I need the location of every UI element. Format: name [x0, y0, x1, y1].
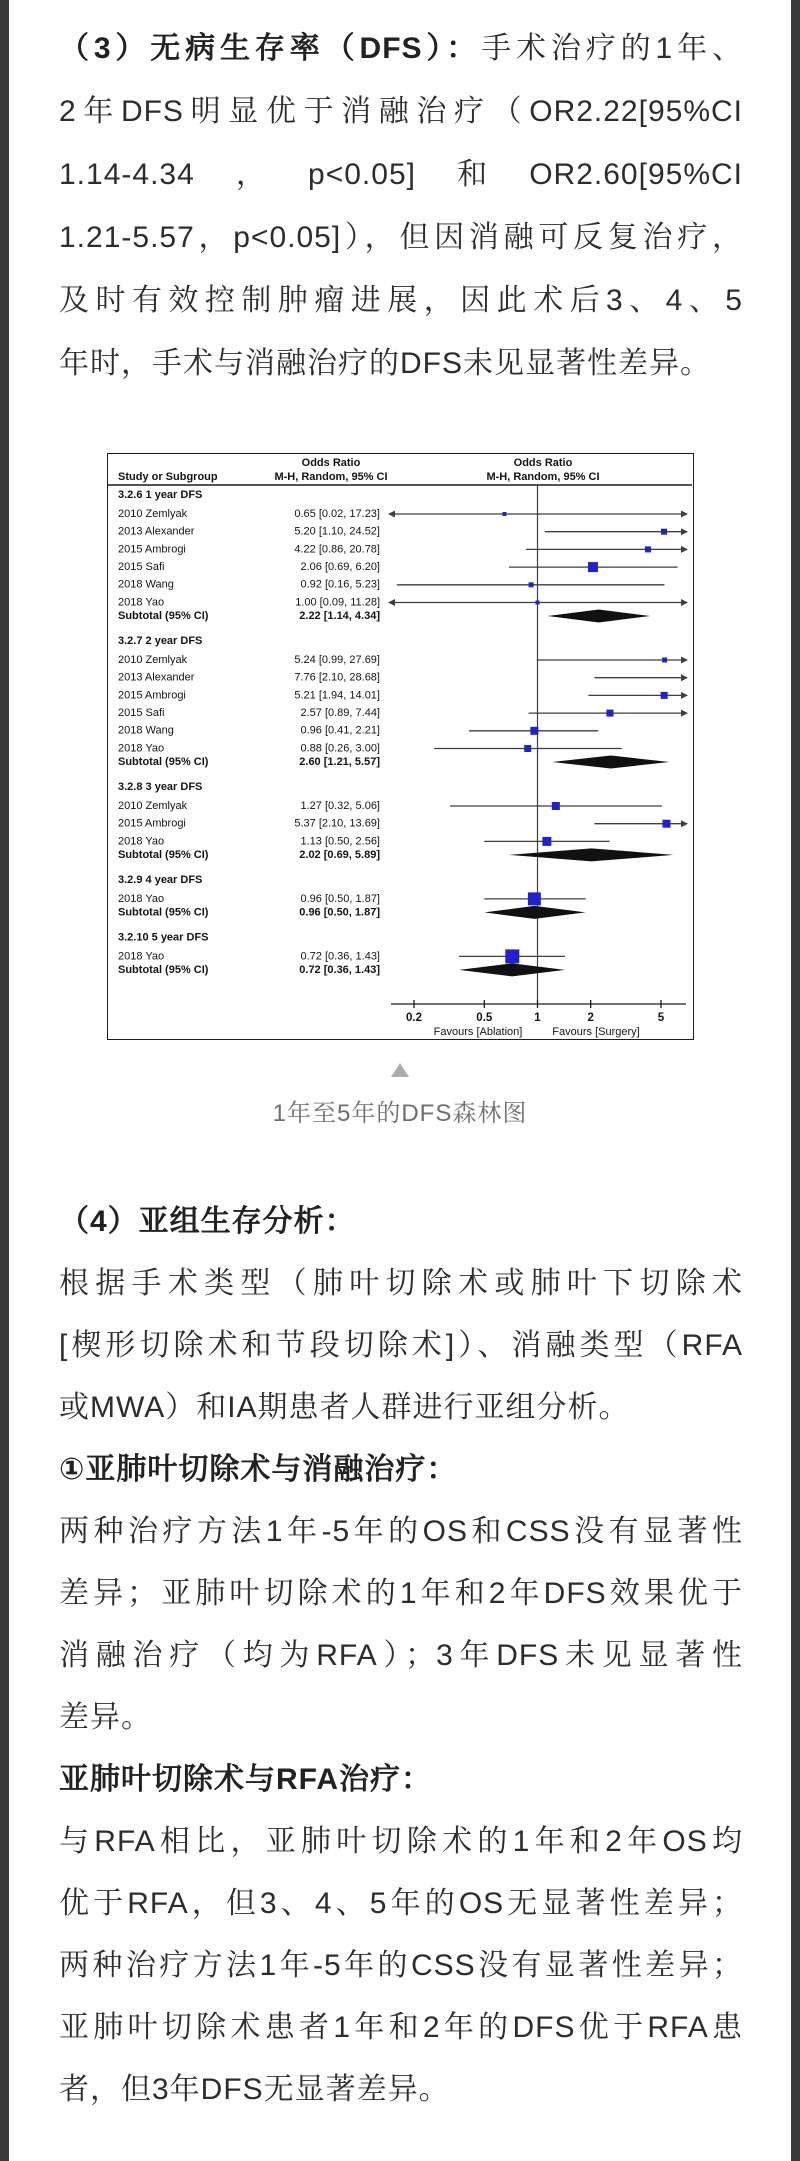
forest-plot-figure	[107, 453, 694, 1040]
arrow-left	[388, 599, 395, 606]
body-text: [楔形切除术和节段切除术]）、消融类型（RFA	[59, 1329, 743, 1362]
study-label: 2018 Yao	[118, 596, 165, 609]
study-label: 2018 Yao	[118, 742, 165, 755]
page-right-border	[791, 0, 800, 2161]
study-label: 2015 Ambrogi	[118, 543, 186, 556]
subtotal-estimate: 2.02 [0.69, 5.89]	[299, 848, 380, 861]
arrow-right	[681, 692, 688, 699]
body-text: 差异；亚肺叶切除术的1年和2年DFS效果优于	[59, 1577, 743, 1610]
study-estimate: 7.76 [2.10, 28.68]	[294, 671, 380, 684]
text-line	[59, 1687, 743, 1749]
study-label: 2010 Zemlyak	[118, 799, 188, 812]
body-text: 年时，手术与消融治疗的DFS未见显著性差异。	[59, 347, 711, 380]
text-line	[59, 1253, 743, 1315]
study-marker	[528, 892, 541, 905]
paragraph-dfs	[59, 17, 743, 395]
subtotal-diamond	[509, 848, 674, 861]
arrow-right	[681, 657, 688, 664]
text-line	[59, 80, 743, 143]
axis-tick-label: 1	[534, 1012, 541, 1025]
col-header-stat-right: M-H, Random, 95% CI	[486, 470, 600, 483]
page-left-border	[0, 0, 9, 2161]
arrow-right	[681, 599, 688, 606]
body-text: 手术治疗的1年、	[481, 32, 743, 65]
study-estimate: 5.20 [1.10, 24.52]	[294, 525, 380, 538]
bold-text: （3）无病生存率（DFS）：	[59, 32, 482, 65]
subtotal-label: Subtotal (95% CI)	[118, 848, 209, 861]
text-line	[59, 1811, 743, 1873]
paragraph-subgroup	[59, 1191, 743, 2121]
text-line	[59, 1873, 743, 1935]
arrow-right	[681, 528, 688, 535]
body-text: 亚肺叶切除术患者1年和2年的DFS优于RFA患	[59, 2011, 743, 2044]
subtotal-estimate: 2.22 [1.14, 4.34]	[299, 609, 380, 622]
bold-text: 亚肺叶切除术与RFA治疗：	[59, 1763, 432, 1796]
bold-text: （4）亚组生存分析：	[59, 1205, 356, 1238]
text-line	[59, 1749, 743, 1811]
arrow-right	[681, 820, 688, 827]
study-marker	[505, 949, 519, 963]
text-line	[59, 269, 743, 332]
subtotal-estimate: 2.60 [1.21, 5.57]	[299, 755, 380, 768]
study-estimate: 1.00 [0.09, 11.28]	[295, 596, 380, 609]
col-header-odds-ratio-right: Odds Ratio	[513, 456, 573, 469]
text-line	[59, 1315, 743, 1377]
text-line	[59, 1997, 743, 2059]
study-estimate: 5.24 [0.99, 27.69]	[294, 653, 380, 666]
arrow-right	[681, 546, 688, 553]
text-line	[59, 1501, 743, 1563]
body-text: 者，但3年DFS无显著差异。	[59, 2073, 450, 2106]
subtotal-estimate: 0.72 [0.36, 1.43]	[299, 963, 380, 976]
subtotal-diamond	[552, 756, 669, 769]
text-line	[59, 1377, 743, 1439]
subgroup-header: 3.2.6 1 year DFS	[118, 488, 203, 501]
figure-caption: 1年至5年的DFS森林图	[272, 1100, 528, 1127]
study-label: 2015 Ambrogi	[118, 817, 186, 830]
body-text: 1.21-5.57，p<0.05]），但因消融可反复治疗，	[59, 221, 743, 254]
study-estimate: 5.21 [1.94, 14.01]	[294, 689, 380, 702]
study-estimate: 0.96 [0.50, 1.87]	[300, 892, 380, 905]
arrow-right	[681, 710, 688, 717]
study-estimate: 0.92 [0.16, 5.23]	[300, 578, 380, 591]
study-label: 2015 Ambrogi	[118, 689, 186, 702]
body-text: 消融治疗（均为RFA）；3年DFS未见显著性	[59, 1639, 743, 1672]
study-marker	[524, 745, 531, 752]
study-estimate: 5.37 [2.10, 13.69]	[294, 817, 380, 830]
subtotal-label: Subtotal (95% CI)	[118, 609, 209, 622]
study-marker	[661, 529, 667, 535]
study-label: 2018 Yao	[118, 835, 165, 848]
col-header-study: Study or Subgroup	[118, 470, 218, 483]
subgroup-header: 3.2.10 5 year DFS	[118, 931, 209, 944]
study-marker	[645, 546, 651, 552]
axis-tick-label: 0.5	[476, 1012, 493, 1025]
subtotal-estimate: 0.96 [0.50, 1.87]	[299, 906, 380, 919]
study-label: 2018 Wang	[118, 724, 174, 737]
subtotal-diamond	[459, 963, 565, 976]
subgroup-header: 3.2.7 2 year DFS	[118, 634, 203, 647]
body-text: 差异。	[59, 1701, 152, 1734]
study-label: 2018 Yao	[118, 892, 165, 905]
study-marker	[661, 692, 668, 699]
favours-left-label: Favours [Ablation]	[433, 1025, 523, 1038]
study-estimate: 1.13 [0.50, 2.56]	[300, 835, 380, 848]
subtotal-label: Subtotal (95% CI)	[118, 963, 209, 976]
subtotal-label: Subtotal (95% CI)	[118, 906, 209, 919]
study-marker	[662, 658, 667, 663]
text-line	[59, 17, 743, 80]
study-label: 2018 Yao	[118, 950, 165, 963]
body-text: 1.14-4.34，p<0.05]和OR2.60[95%CI	[59, 158, 743, 191]
text-line	[59, 2059, 743, 2121]
axis-tick-label: 5	[657, 1012, 665, 1025]
study-marker	[606, 710, 613, 717]
study-marker	[552, 802, 560, 810]
study-marker	[536, 601, 540, 605]
axis-tick-label: 0.2	[405, 1012, 422, 1025]
triangle-up-icon	[391, 1063, 409, 1077]
text-line	[59, 1625, 743, 1687]
study-label: 2013 Alexander	[118, 671, 195, 684]
body-text: 与RFA相比，亚肺叶切除术的1年和2年OS均	[59, 1825, 743, 1858]
study-marker	[662, 820, 670, 828]
study-marker	[529, 582, 534, 587]
arrow-left	[388, 511, 395, 518]
text-line	[59, 143, 743, 206]
study-marker	[588, 562, 598, 572]
col-header-odds-ratio-left: Odds Ratio	[301, 456, 361, 469]
favours-right-label: Favours [Surgery]	[552, 1025, 640, 1038]
subtotal-diamond	[548, 610, 651, 623]
body-text: 或MWA）和IA期患者人群进行亚组分析。	[59, 1391, 630, 1424]
study-marker	[530, 727, 538, 735]
subtotal-diamond	[484, 906, 585, 919]
text-line	[59, 1935, 743, 1997]
study-label: 2013 Alexander	[118, 525, 195, 538]
body-text: 优于RFA，但3、4、5年的OS无显著性差异；	[59, 1887, 743, 1920]
subtotal-label: Subtotal (95% CI)	[118, 755, 209, 768]
study-estimate: 0.65 [0.02, 17.23]	[294, 507, 380, 520]
text-line	[59, 206, 743, 269]
study-label: 2018 Wang	[118, 578, 174, 591]
study-label: 2015 Safi	[118, 561, 165, 574]
text-line	[59, 332, 743, 395]
arrow-right	[681, 511, 688, 518]
forest-plot-svg	[108, 454, 692, 1038]
col-header-stat: M-H, Random, 95% CI	[274, 470, 388, 483]
body-text: 两种治疗方法1年-5年的CSS没有显著性差异；	[59, 1949, 743, 1982]
study-estimate: 2.06 [0.69, 6.20]	[300, 561, 380, 574]
study-estimate: 0.88 [0.26, 3.00]	[300, 742, 380, 755]
study-estimate: 0.96 [0.41, 2.21]	[300, 724, 380, 737]
study-estimate: 2.57 [0.89, 7.44]	[300, 707, 380, 720]
text-line	[59, 1439, 743, 1501]
subgroup-header: 3.2.9 4 year DFS	[118, 873, 203, 886]
body-text: 2年DFS明显优于消融治疗（OR2.22[95%CI	[59, 95, 743, 128]
text-line	[59, 1191, 743, 1253]
study-estimate: 0.72 [0.36, 1.43]	[300, 950, 380, 963]
body-text: 及时有效控制肿瘤进展，因此术后3、4、5	[59, 284, 743, 317]
study-estimate: 4.22 [0.86, 20.78]	[294, 543, 380, 556]
study-marker	[542, 837, 551, 846]
body-text: 根据手术类型（肺叶切除术或肺叶下切除术	[59, 1267, 743, 1300]
body-text: 两种治疗方法1年-5年的OS和CSS没有显著性	[59, 1515, 743, 1548]
study-marker	[502, 512, 506, 516]
study-label: 2010 Zemlyak	[118, 507, 188, 520]
subgroup-header: 3.2.8 3 year DFS	[118, 780, 203, 793]
study-estimate: 1.27 [0.32, 5.06]	[300, 799, 380, 812]
axis-tick-label: 2	[587, 1012, 594, 1025]
text-line	[59, 1563, 743, 1625]
bold-text: ①亚肺叶切除术与消融治疗：	[59, 1453, 458, 1486]
study-label: 2010 Zemlyak	[118, 653, 188, 666]
study-label: 2015 Safi	[118, 707, 165, 720]
arrow-right	[681, 674, 688, 681]
